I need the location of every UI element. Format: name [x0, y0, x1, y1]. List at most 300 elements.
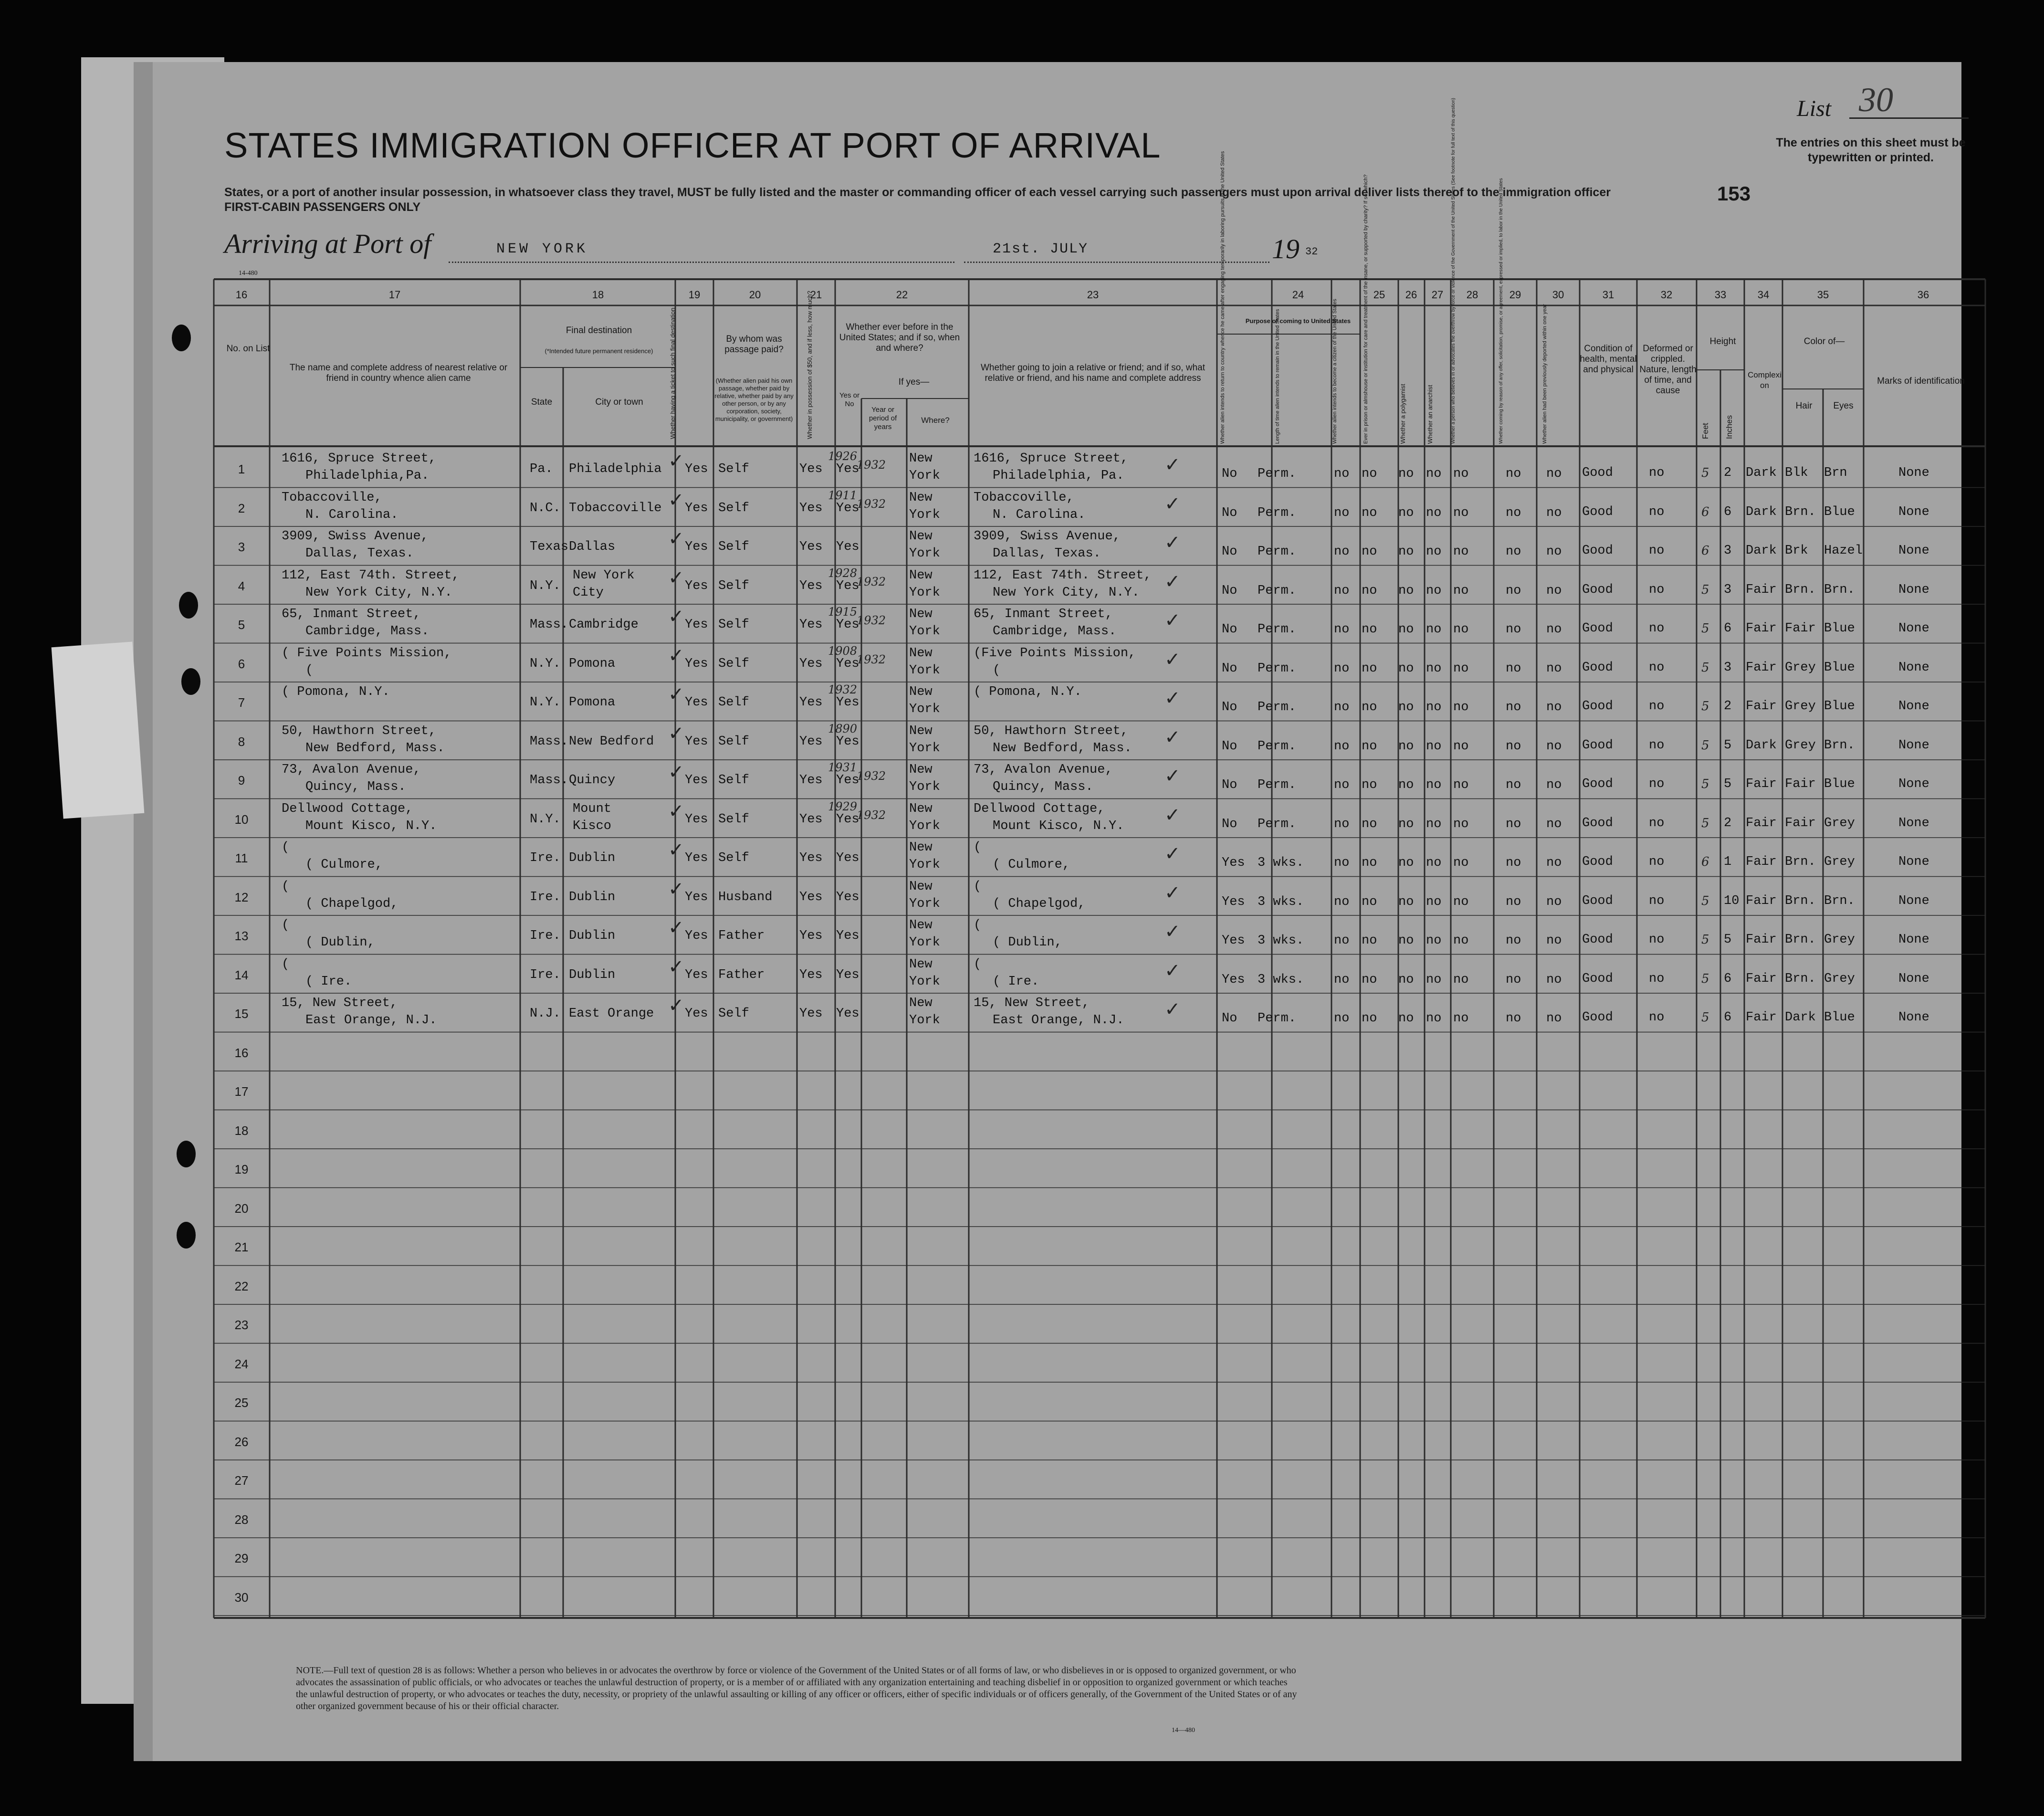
check-mark: ✓ [1164, 609, 1181, 631]
height-inches: 6 [1724, 504, 1732, 519]
previously-in-us: Yes [836, 890, 860, 904]
joining-address-line2: Dallas, Texas. [993, 546, 1101, 561]
previous-year: 1915 [828, 605, 858, 619]
header-c25 [1363, 334, 1369, 444]
header-c24c: Whether alien intends to become a citizen of the United States [1332, 299, 1338, 444]
joining-address-line2: New Bedford, Mass. [993, 741, 1132, 756]
paid-by: Father [718, 929, 765, 943]
hair-color: Brn. [1785, 504, 1816, 519]
prison-answer: no [1362, 583, 1377, 598]
height-inches: 1 [1724, 855, 1732, 869]
health-condition: Good [1582, 855, 1613, 869]
complexion: Fair [1746, 855, 1777, 869]
return-intent: Yes [1222, 856, 1245, 870]
height-inches: 2 [1724, 816, 1732, 830]
identification-marks: None [1898, 933, 1929, 947]
previous-where-line2: York [909, 896, 940, 911]
ticket-answer: Yes [685, 618, 708, 632]
q28-answer: no [1453, 856, 1469, 870]
length-of-stay: 3 wks. [1258, 934, 1304, 948]
previous-where-line2: York [909, 702, 940, 716]
polygamist-answer: no [1398, 894, 1414, 909]
previous-year: 1890 [828, 722, 858, 735]
column-number: 32 [1660, 289, 1673, 301]
header-c22-yesno: Yes or No [839, 391, 860, 408]
polygamist-answer: no [1398, 467, 1414, 481]
fifty-dollars-answer: Yes [799, 618, 823, 632]
polygamist-answer: no [1398, 934, 1414, 948]
row-number: 1 [238, 462, 245, 476]
relative-address-line2: Mount Kisco, N.Y. [305, 819, 437, 833]
q30-answer: no [1546, 778, 1562, 792]
fifty-dollars-answer: Yes [799, 540, 823, 554]
ticket-answer: Yes [685, 462, 708, 476]
health-condition: Good [1582, 816, 1613, 830]
destination-city: New Bedford [569, 734, 654, 749]
header-c18-city: City or town [595, 397, 643, 407]
identification-marks: None [1898, 777, 1929, 791]
eye-color: Grey [1824, 816, 1855, 830]
eye-color: Brn. [1824, 738, 1855, 753]
height-feet: 5 [1701, 777, 1709, 791]
destination-city: Cambridge [569, 618, 639, 632]
complexion: Fair [1746, 582, 1777, 597]
height-feet: 5 [1701, 582, 1709, 597]
previous-where-line2: York [909, 741, 940, 756]
paid-by: Father [718, 967, 765, 982]
column-number: 20 [749, 289, 761, 301]
paid-by: Self [718, 540, 749, 554]
return-intent: No [1222, 778, 1237, 792]
paid-by: Self [718, 734, 749, 749]
health-condition: Good [1582, 699, 1613, 714]
q30-answer: no [1546, 894, 1562, 909]
q28-answer: no [1453, 545, 1469, 559]
check-mark: ✓ [668, 800, 684, 822]
previous-year-2: 1932 [857, 458, 886, 472]
previously-in-us: Yes [836, 1007, 860, 1021]
health-condition: Good [1582, 660, 1613, 675]
ticket-answer: Yes [685, 773, 708, 787]
prison-answer: no [1362, 739, 1377, 754]
previous-where: New [909, 451, 933, 466]
return-intent: No [1222, 467, 1237, 481]
deformity-answer: no [1649, 971, 1665, 986]
previous-year-2: 1932 [857, 808, 886, 822]
ticket-answer: Yes [685, 578, 708, 593]
joining-address-line2: Quincy, Mass. [993, 780, 1093, 794]
relative-address-line1: ( Pomona, N.Y. [282, 685, 390, 699]
previous-where-line2: York [909, 935, 940, 950]
paid-by: Self [718, 812, 749, 827]
check-mark: ✓ [1164, 843, 1181, 864]
paid-by: Self [718, 656, 749, 671]
anarchist-answer: no [1426, 583, 1442, 598]
q28-answer: no [1453, 894, 1469, 909]
fifty-dollars-answer: Yes [799, 812, 823, 827]
ticket-answer: Yes [685, 734, 708, 749]
check-mark: ✓ [1164, 493, 1181, 514]
row-number: 30 [234, 1590, 249, 1605]
row-number: 17 [234, 1084, 249, 1099]
joining-address-line2: ( Dublin, [993, 935, 1062, 950]
header-c29 [1499, 334, 1504, 444]
identification-marks: None [1898, 816, 1929, 830]
previous-where: New [909, 957, 933, 972]
q30-answer: no [1546, 467, 1562, 481]
q30-answer: no [1546, 856, 1562, 870]
check-mark: ✓ [668, 644, 684, 666]
column-number: 16 [235, 289, 248, 301]
relative-address-line2: N. Carolina. [305, 507, 398, 522]
check-mark: ✓ [668, 995, 684, 1016]
previously-in-us: Yes [836, 734, 860, 749]
previous-where-line2: York [909, 585, 940, 600]
ticket-answer: Yes [685, 1007, 708, 1021]
identification-marks: None [1898, 893, 1929, 908]
previous-year-2: 1932 [857, 652, 886, 666]
q28-answer: no [1453, 817, 1469, 831]
header-c24: Purpose of coming to United States [1245, 317, 1351, 325]
joining-address-line2: N. Carolina. [993, 507, 1086, 522]
previous-where: New [909, 529, 933, 544]
eye-color: Grey [1824, 971, 1855, 986]
destination-city: Dublin [569, 929, 616, 943]
previous-year: 1926 [828, 450, 858, 463]
relative-address-line1: 73, Avalon Avenue, [282, 763, 421, 777]
relative-address-line2: New Bedford, Mass. [305, 741, 445, 756]
sheet-number: 153 [1717, 182, 1751, 205]
prison-answer: no [1362, 972, 1377, 987]
check-mark: ✓ [668, 606, 684, 627]
return-intent: No [1222, 1011, 1237, 1026]
joining-address-line1: 65, Inmant Street, [974, 607, 1113, 621]
deformity-answer: no [1649, 933, 1665, 947]
fifty-dollars-answer: Yes [799, 851, 823, 865]
header-c27: Whether an anarchist [1426, 385, 1434, 444]
previously-in-us: Yes [836, 695, 860, 710]
identification-marks: None [1898, 855, 1929, 869]
header-c18: Final destination [566, 325, 632, 336]
header-c33-feet: Feet [1701, 422, 1710, 439]
health-condition: Good [1582, 582, 1613, 597]
joining-address-line1: 15, New Street, [974, 996, 1090, 1010]
q29-answer: no [1506, 778, 1521, 792]
row-number: 12 [234, 890, 249, 904]
complexion: Fair [1746, 777, 1777, 791]
header-c32: Deformed or crippled. Nature, length of time, and cause [1639, 344, 1697, 396]
check-mark: ✓ [1164, 882, 1181, 903]
citizen-intent: no [1334, 583, 1350, 598]
relative-address-line1: ( Five Points Mission, [282, 646, 452, 661]
health-condition: Good [1582, 971, 1613, 986]
return-intent: Yes [1222, 934, 1245, 948]
previously-in-us: Yes [836, 501, 860, 515]
header-c28 [1451, 334, 1456, 444]
previously-in-us: Yes [836, 851, 860, 865]
citizen-intent: no [1334, 661, 1350, 676]
anarchist-answer: no [1426, 856, 1442, 870]
column-number: 19 [688, 289, 701, 301]
previously-in-us: Yes [836, 773, 860, 787]
paid-by: Self [718, 578, 749, 593]
q28-answer: no [1453, 972, 1469, 987]
return-intent: No [1222, 739, 1237, 754]
paid-by: Self [718, 851, 749, 865]
check-mark: ✓ [668, 489, 684, 511]
joining-address-line1: (Five Points Mission, [974, 646, 1136, 661]
joining-address-line1: ( [974, 957, 982, 972]
complexion: Fair [1746, 971, 1777, 986]
header-c31: Condition of health, mental and physical [1580, 344, 1637, 375]
q30-answer: no [1546, 739, 1562, 754]
row-number: 26 [234, 1434, 249, 1449]
header-c16: No. on List [226, 344, 270, 354]
relative-address-line1: 112, East 74th. Street, [282, 568, 460, 583]
joining-address-line2: ( Chapelgod, [993, 896, 1086, 911]
previous-where: New [909, 685, 933, 699]
hair-color: Brn. [1785, 893, 1816, 908]
health-condition: Good [1582, 621, 1613, 636]
paid-by: Self [718, 1007, 749, 1021]
destination-state: Pa. [530, 462, 553, 476]
polygamist-answer: no [1398, 739, 1414, 754]
length-of-stay: Perm. [1258, 1011, 1297, 1026]
fifty-dollars-answer: Yes [799, 501, 823, 515]
identification-marks: None [1898, 738, 1929, 753]
header-c19: Whether having a ticket to such final destination [669, 307, 676, 439]
citizen-intent: no [1334, 817, 1350, 831]
relative-address-line1: 3909, Swiss Avenue, [282, 529, 429, 544]
previous-where: New [909, 646, 933, 661]
ticket-answer: Yes [685, 695, 708, 710]
column-number: 35 [1817, 289, 1829, 301]
header-c35-hair: Hair [1795, 401, 1813, 411]
relative-address-line1: ( [282, 840, 290, 855]
height-feet: 5 [1701, 466, 1709, 480]
previously-in-us: Yes [836, 540, 860, 554]
health-condition: Good [1582, 777, 1613, 791]
prison-answer: no [1362, 1011, 1377, 1026]
check-mark: ✓ [668, 955, 684, 977]
joining-address-line2: ( [993, 663, 1001, 678]
deformity-answer: no [1649, 777, 1665, 791]
citizen-intent: no [1334, 622, 1350, 637]
ticket-answer: Yes [685, 812, 708, 827]
fifty-dollars-answer: Yes [799, 967, 823, 982]
citizen-intent: no [1334, 778, 1350, 792]
polygamist-answer: no [1398, 661, 1414, 676]
previous-where-line2: York [909, 469, 940, 483]
destination-state: Mass. [530, 773, 569, 787]
previously-in-us: Yes [836, 578, 860, 593]
destination-state: N.Y. [530, 578, 561, 593]
row-number: 18 [234, 1123, 249, 1138]
previous-year: 1911 [828, 488, 858, 502]
destination-state: Texas [530, 540, 569, 554]
height-inches: 5 [1724, 738, 1732, 753]
row-number: 24 [234, 1356, 249, 1371]
row-number: 15 [234, 1007, 249, 1021]
check-mark: ✓ [668, 450, 684, 472]
relative-address-line2: Quincy, Mass. [305, 780, 406, 794]
column-number: 24 [1292, 289, 1304, 301]
eye-color: Blue [1824, 699, 1855, 714]
check-mark: ✓ [668, 722, 684, 744]
check-mark: ✓ [1164, 454, 1181, 475]
row-number: 19 [234, 1162, 249, 1176]
length-of-stay: Perm. [1258, 467, 1297, 481]
anarchist-answer: no [1426, 778, 1442, 792]
q30-answer: no [1546, 1011, 1562, 1026]
height-feet: 5 [1701, 816, 1709, 830]
prison-answer: no [1362, 700, 1377, 714]
eye-color: Hazel [1824, 544, 1863, 558]
anarchist-answer: no [1426, 622, 1442, 637]
row-number: 10 [234, 812, 249, 827]
footer-code: 14—480 [1172, 1727, 1195, 1734]
check-mark: ✓ [1164, 804, 1181, 826]
previous-where: New [909, 801, 933, 816]
height-feet: 5 [1701, 699, 1709, 714]
joining-address-line1: ( [974, 879, 982, 894]
previous-where-line2: York [909, 974, 940, 989]
header-c35-eyes: Eyes [1833, 401, 1854, 411]
previous-year: 1928 [828, 566, 858, 580]
height-inches: 2 [1724, 466, 1732, 480]
header-c21: Whether in possession of $50, and if less, how much? [806, 291, 813, 439]
header-c22-year: Year or period of years [869, 406, 897, 431]
height-feet: 5 [1701, 933, 1709, 947]
hair-color: Dark [1785, 1010, 1816, 1025]
relative-address-line1: 65, Inmant Street, [282, 607, 421, 621]
joining-address-line2: ( Culmore, [993, 858, 1070, 872]
port-field: NEW YORK [496, 241, 588, 257]
destination-city: Pomona [569, 695, 616, 710]
previous-year: 1932 [828, 683, 858, 696]
height-inches: 2 [1724, 699, 1732, 714]
prison-answer: no [1362, 661, 1377, 676]
joining-address-line1: 1616, Spruce Street, [974, 451, 1129, 466]
q29-answer: no [1506, 622, 1521, 637]
q28-answer: no [1453, 505, 1469, 520]
return-intent: No [1222, 622, 1237, 637]
column-number: 33 [1714, 289, 1727, 301]
q29-answer: no [1506, 817, 1521, 831]
paid-by: Self [718, 501, 749, 515]
row-number: 21 [234, 1240, 249, 1254]
height-inches: 5 [1724, 933, 1732, 947]
previous-where: New [909, 879, 933, 894]
prison-answer: no [1362, 467, 1377, 481]
previous-year: 1929 [828, 799, 858, 813]
q30-answer: no [1546, 505, 1562, 520]
deformity-answer: no [1649, 466, 1665, 480]
hair-color: Blk [1785, 466, 1808, 480]
destination-city: Dallas [569, 540, 616, 554]
column-number: 18 [592, 289, 604, 301]
q30-answer: no [1546, 545, 1562, 559]
deformity-answer: no [1649, 893, 1665, 908]
identification-marks: None [1898, 544, 1929, 558]
anarchist-answer: no [1426, 661, 1442, 676]
relative-address-line1: ( [282, 879, 290, 894]
previous-where: New [909, 840, 933, 855]
check-mark: ✓ [1164, 648, 1181, 670]
citizen-intent: no [1334, 856, 1350, 870]
row-number: 14 [234, 967, 249, 982]
length-of-stay: Perm. [1258, 545, 1297, 559]
eye-color: Brn [1824, 466, 1847, 480]
fifty-dollars-answer: Yes [799, 462, 823, 476]
q30-answer: no [1546, 700, 1562, 714]
relative-address-line2: Philadelphia,Pa. [305, 469, 430, 483]
eye-color: Blue [1824, 504, 1855, 519]
previous-where: New [909, 490, 933, 505]
height-feet: 6 [1701, 855, 1709, 869]
joining-address-line2: ( Ire. [993, 974, 1039, 989]
deformity-answer: no [1649, 1010, 1665, 1025]
q29-answer: no [1506, 505, 1521, 520]
destination-city: Tobaccoville [569, 501, 662, 515]
health-condition: Good [1582, 466, 1613, 480]
ticket-answer: Yes [685, 501, 708, 515]
anarchist-answer: no [1426, 467, 1442, 481]
header-c30: Whether alien had been previously deported within one year [1542, 304, 1548, 444]
relative-address-line2: Dallas, Texas. [305, 546, 414, 561]
relative-address-line1: 50, Hawthorn Street, [282, 724, 437, 738]
q29-answer: no [1506, 700, 1521, 714]
prison-answer: no [1362, 817, 1377, 831]
complexion: Fair [1746, 699, 1777, 714]
check-mark: ✓ [1164, 921, 1181, 942]
joining-address-line1: ( Pomona, N.Y. [974, 685, 1082, 699]
q29-answer: no [1506, 1011, 1521, 1026]
header-c18-note: (*Intended future permanent residence) [545, 347, 653, 355]
column-number: 27 [1431, 289, 1444, 301]
row-number: 6 [238, 656, 245, 671]
height-feet: 5 [1701, 971, 1709, 986]
previous-year-2: 1932 [857, 614, 886, 627]
hair-color: Fair [1785, 621, 1816, 636]
prison-answer: no [1362, 545, 1377, 559]
hair-color: Fair [1785, 777, 1816, 791]
year-suffix: 32 [1305, 246, 1318, 258]
ticket-answer: Yes [685, 890, 708, 904]
row-number: 3 [238, 540, 245, 554]
complexion: Fair [1746, 893, 1777, 908]
destination-state: Ire. [530, 967, 561, 982]
ticket-answer: Yes [685, 656, 708, 671]
height-feet: 5 [1701, 1010, 1709, 1025]
header-c36: Marks of identification [1877, 376, 1965, 386]
identification-marks: None [1898, 971, 1929, 986]
form-code: 14-480 [239, 270, 258, 277]
fifty-dollars-answer: Yes [799, 734, 823, 749]
destination-city: Dublin [569, 851, 616, 865]
hair-color: Brn. [1785, 855, 1816, 869]
destination-city: Mount [573, 801, 612, 816]
paid-by: Self [718, 773, 749, 787]
row-number: 25 [234, 1396, 249, 1410]
hair-color: Brk [1785, 544, 1808, 558]
destination-city: New York [573, 568, 635, 583]
previous-where: New [909, 607, 933, 621]
check-mark: ✓ [1164, 959, 1181, 981]
fifty-dollars-answer: Yes [799, 773, 823, 787]
destination-city-line2: Kisco [573, 819, 612, 833]
subtitle-line: FIRST-CABIN PASSENGERS ONLY [224, 200, 421, 214]
